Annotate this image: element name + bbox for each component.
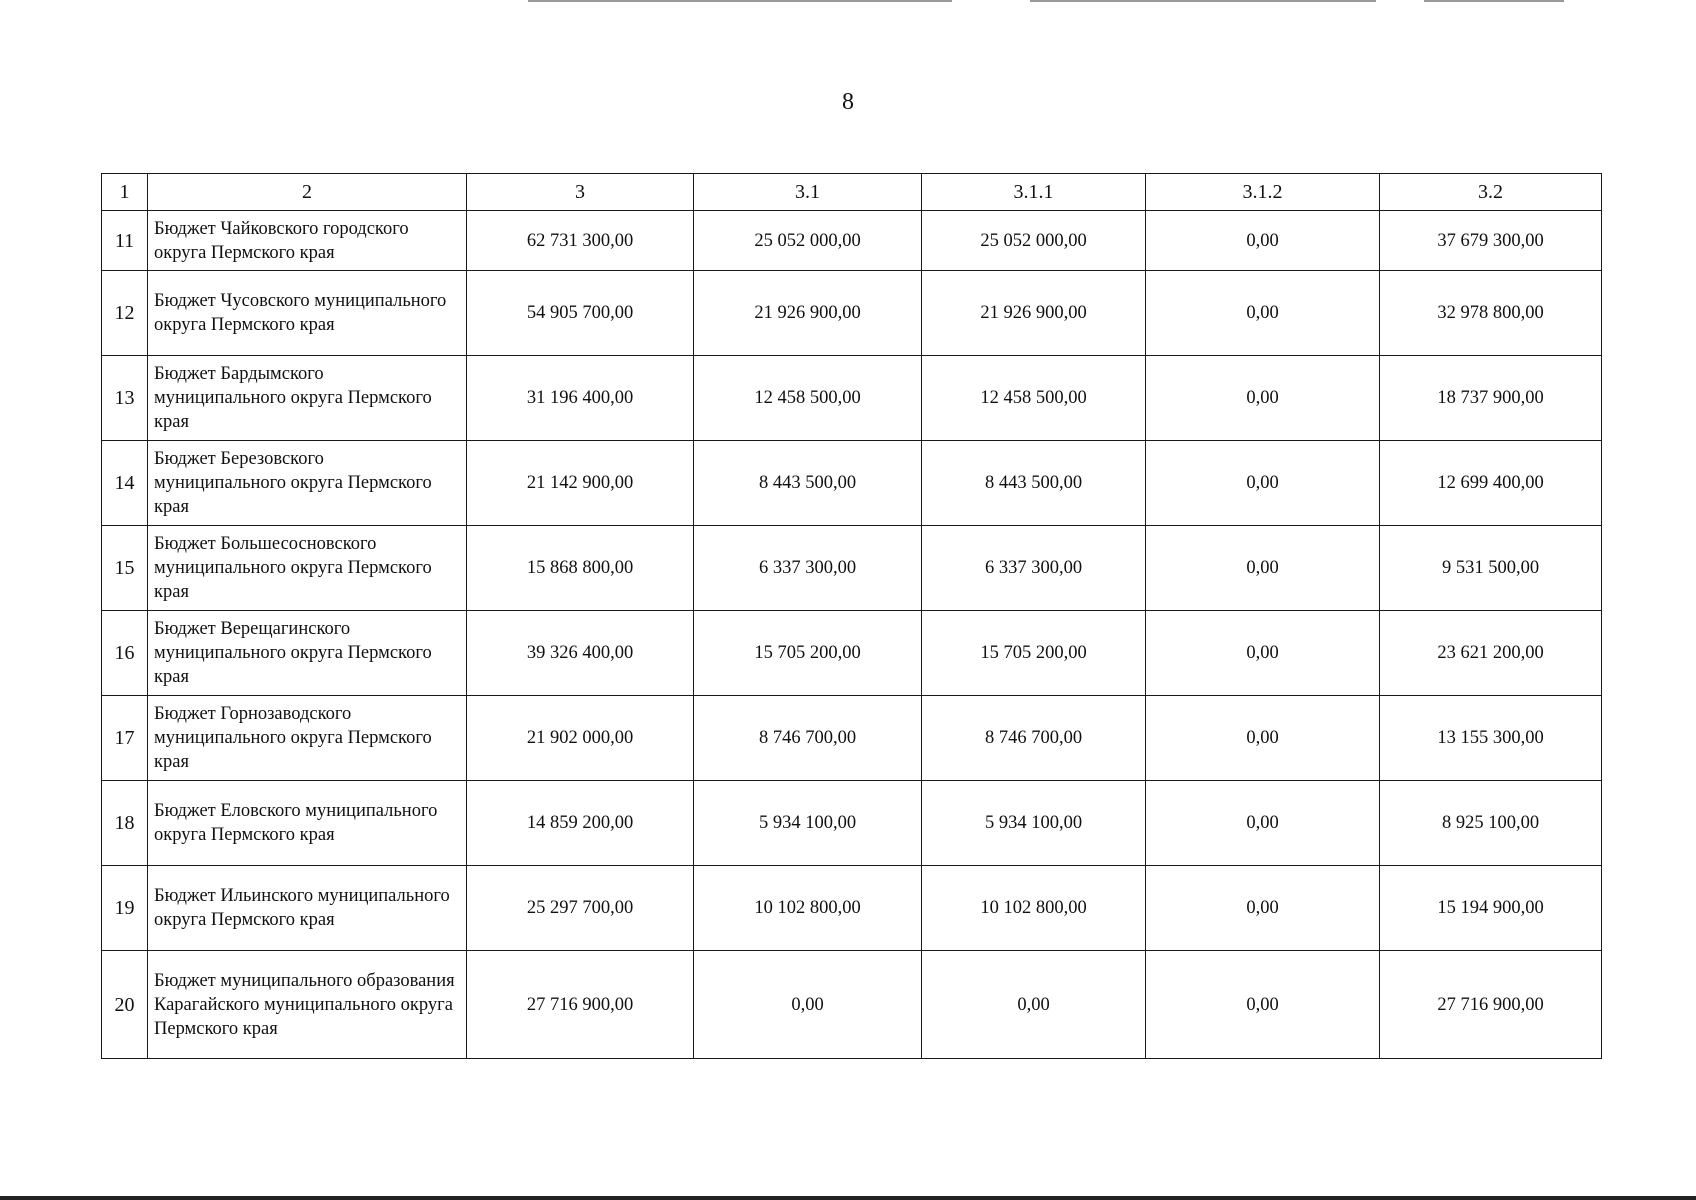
value-3-1-1: 10 102 800,00 xyxy=(922,866,1146,951)
value-total: 21 142 900,00 xyxy=(467,441,694,526)
value-3-1: 5 934 100,00 xyxy=(694,781,922,866)
table-row xyxy=(102,441,1602,526)
value-3-1-1: 6 337 300,00 xyxy=(922,526,1146,611)
value-3-1-2: 0,00 xyxy=(1146,526,1380,611)
budget-name: Бюджет муниципального образования Карагайского муниципального округа Пермского края xyxy=(148,951,467,1059)
value-3-2: 27 716 900,00 xyxy=(1380,951,1602,1059)
column-header: 3.1.2 xyxy=(1146,174,1380,211)
row-number: 15 xyxy=(102,526,148,611)
value-3-1: 10 102 800,00 xyxy=(694,866,922,951)
column-header: 2 xyxy=(148,174,467,211)
row-number: 18 xyxy=(102,781,148,866)
table-row xyxy=(102,951,1602,1059)
value-3-1-1: 5 934 100,00 xyxy=(922,781,1146,866)
value-3-2: 9 531 500,00 xyxy=(1380,526,1602,611)
table-row xyxy=(102,611,1602,696)
column-header: 3.1 xyxy=(694,174,922,211)
value-3-1-2: 0,00 xyxy=(1146,611,1380,696)
budget-name: Бюджет Березовского муниципального округа Пермского края xyxy=(148,441,467,526)
value-3-1-2: 0,00 xyxy=(1146,441,1380,526)
budget-name: Бюджет Ильинского муниципального округа Пермского края xyxy=(148,866,467,951)
value-total: 54 905 700,00 xyxy=(467,271,694,356)
value-3-1: 8 443 500,00 xyxy=(694,441,922,526)
row-number: 19 xyxy=(102,866,148,951)
column-number-row xyxy=(102,174,1602,211)
table-row xyxy=(102,211,1602,271)
value-3-1-2: 0,00 xyxy=(1146,271,1380,356)
value-total: 62 731 300,00 xyxy=(467,211,694,271)
value-3-2: 8 925 100,00 xyxy=(1380,781,1602,866)
value-3-2: 37 679 300,00 xyxy=(1380,211,1602,271)
table-row xyxy=(102,526,1602,611)
value-total: 27 716 900,00 xyxy=(467,951,694,1059)
row-number: 14 xyxy=(102,441,148,526)
value-3-2: 12 699 400,00 xyxy=(1380,441,1602,526)
budget-name: Бюджет Верещагинского муниципального округа Пермского края xyxy=(148,611,467,696)
budget-name: Бюджет Чусовского муниципального округа Пермского края xyxy=(148,271,467,356)
value-3-1: 12 458 500,00 xyxy=(694,356,922,441)
value-3-1-2: 0,00 xyxy=(1146,211,1380,271)
value-total: 14 859 200,00 xyxy=(467,781,694,866)
row-number: 17 xyxy=(102,696,148,781)
budget-name: Бюджет Еловского муниципального округа Пермского края xyxy=(148,781,467,866)
row-number: 13 xyxy=(102,356,148,441)
scan-edge-line xyxy=(1030,0,1376,2)
budget-name: Бюджет Горнозаводского муниципального округа Пермского края xyxy=(148,696,467,781)
value-3-1: 8 746 700,00 xyxy=(694,696,922,781)
value-3-1-1: 12 458 500,00 xyxy=(922,356,1146,441)
value-3-1: 21 926 900,00 xyxy=(694,271,922,356)
value-3-2: 32 978 800,00 xyxy=(1380,271,1602,356)
value-3-1-1: 8 443 500,00 xyxy=(922,441,1146,526)
value-3-1-2: 0,00 xyxy=(1146,951,1380,1059)
table-row xyxy=(102,781,1602,866)
value-3-1-2: 0,00 xyxy=(1146,356,1380,441)
value-3-1: 0,00 xyxy=(694,951,922,1059)
value-3-2: 13 155 300,00 xyxy=(1380,696,1602,781)
table-row xyxy=(102,696,1602,781)
value-3-2: 18 737 900,00 xyxy=(1380,356,1602,441)
column-header: 3 xyxy=(467,174,694,211)
table-row xyxy=(102,271,1602,356)
value-3-2: 23 621 200,00 xyxy=(1380,611,1602,696)
budget-name: Бюджет Бардымского муниципального округа Пермского края xyxy=(148,356,467,441)
row-number: 11 xyxy=(102,211,148,271)
page-number: 8 xyxy=(842,89,854,115)
value-3-1: 25 052 000,00 xyxy=(694,211,922,271)
value-3-1-1: 15 705 200,00 xyxy=(922,611,1146,696)
budget-name: Бюджет Чайковского городского округа Пермского края xyxy=(148,211,467,271)
row-number: 12 xyxy=(102,271,148,356)
column-header: 1 xyxy=(102,174,148,211)
value-3-1-2: 0,00 xyxy=(1146,781,1380,866)
column-header: 3.2 xyxy=(1380,174,1602,211)
row-number: 20 xyxy=(102,951,148,1059)
value-total: 15 868 800,00 xyxy=(467,526,694,611)
value-3-1-1: 8 746 700,00 xyxy=(922,696,1146,781)
value-3-1: 15 705 200,00 xyxy=(694,611,922,696)
budget-name: Бюджет Большесосновского муниципального округа Пермского края xyxy=(148,526,467,611)
value-total: 25 297 700,00 xyxy=(467,866,694,951)
scan-bottom-edge xyxy=(0,1196,1696,1200)
value-total: 21 902 000,00 xyxy=(467,696,694,781)
column-header: 3.1.1 xyxy=(922,174,1146,211)
value-total: 31 196 400,00 xyxy=(467,356,694,441)
value-3-1-1: 0,00 xyxy=(922,951,1146,1059)
value-3-1-1: 25 052 000,00 xyxy=(922,211,1146,271)
value-total: 39 326 400,00 xyxy=(467,611,694,696)
value-3-1-1: 21 926 900,00 xyxy=(922,271,1146,356)
scan-edge-line xyxy=(528,0,952,2)
row-number: 16 xyxy=(102,611,148,696)
table-row xyxy=(102,866,1602,951)
scan-edge-line xyxy=(1424,0,1564,2)
table-row xyxy=(102,356,1602,441)
value-3-1: 6 337 300,00 xyxy=(694,526,922,611)
value-3-2: 15 194 900,00 xyxy=(1380,866,1602,951)
value-3-1-2: 0,00 xyxy=(1146,696,1380,781)
value-3-1-2: 0,00 xyxy=(1146,866,1380,951)
budget-allocation-table xyxy=(101,173,1602,1059)
